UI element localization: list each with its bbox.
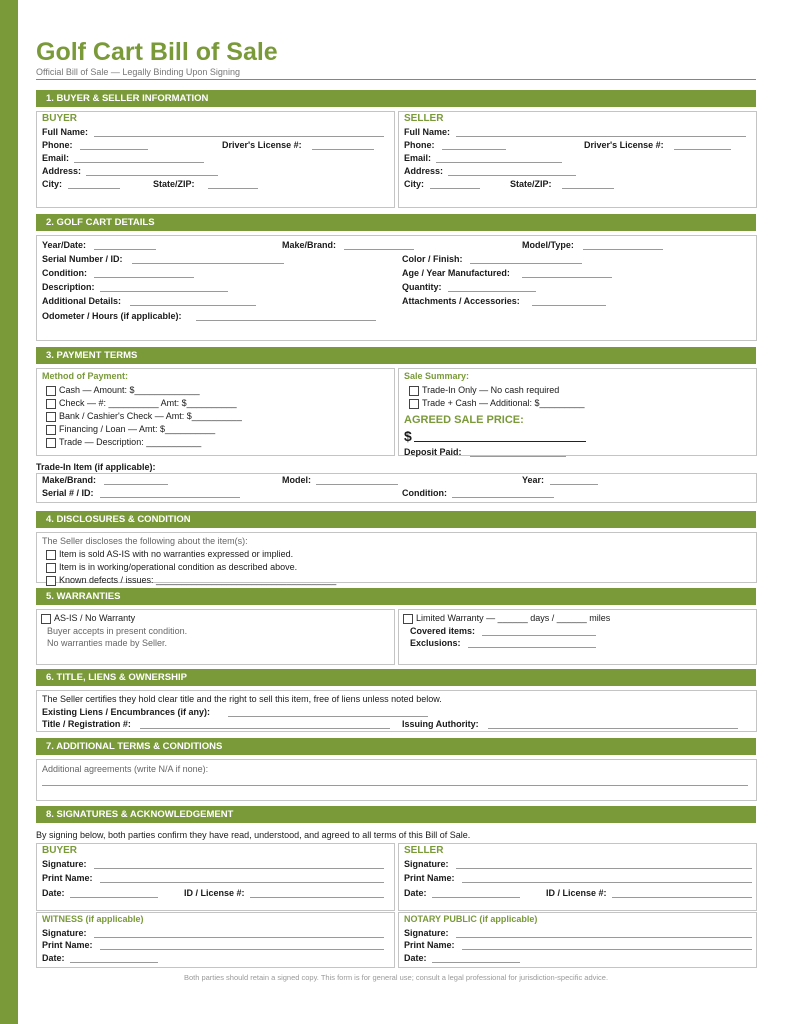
witness-signature-field[interactable] [94,937,384,938]
make-brand-label: Make/Brand: [282,240,337,250]
make-brand-field[interactable] [344,249,414,250]
witness-heading: WITNESS (if applicable) [42,914,144,924]
notary-signature-label: Signature: [404,928,449,938]
seller-address-field[interactable] [448,175,576,176]
buyer-accepts-note: Buyer accepts in present condition. [47,626,188,636]
buyer-full-name-label: Full Name: [42,127,89,137]
exclusions-label: Exclusions: [410,638,461,648]
condition-field[interactable] [94,277,194,278]
financing-label: Financing / Loan — Amt: $__________ [59,424,216,434]
notary-heading: NOTARY PUBLIC (if applicable) [404,914,538,924]
additional-terms-field[interactable] [42,785,748,786]
year-date-label: Year/Date: [42,240,87,250]
as-is-disclosure-label: Item is sold AS-IS with no warranties expressed or implied. [59,549,294,559]
trade-in-item-heading: Trade-In Item (if applicable): [36,462,156,472]
seller-email-label: Email: [404,153,432,163]
issuing-authority-field[interactable] [488,728,738,729]
seller-info-box [398,111,757,208]
quantity-label: Quantity: [402,282,442,292]
seller-full-name-label: Full Name: [404,127,451,137]
cash-checkbox[interactable] [46,386,56,396]
seller-license-field[interactable] [674,149,731,150]
limited-warranty-label: Limited Warranty — ______ days / ______ miles [416,613,611,623]
buyer-print-name-label: Print Name: [42,873,93,883]
covered-items-label: Covered items: [410,626,476,636]
trade-condition-field[interactable] [452,497,554,498]
buyer-email-field[interactable] [74,162,204,163]
buyer-date-label: Date: [42,888,65,898]
seller-phone-field[interactable] [442,149,506,150]
seller-date-field[interactable] [432,897,520,898]
section-4-header: 4. DISCLOSURES & CONDITION [36,511,756,528]
signatures-intro: By signing below, both parties confirm they have read, understood, and agreed to all terms of this Bill of Sale. [36,830,471,840]
existing-liens-field[interactable] [228,716,428,717]
trade-model-field[interactable] [316,484,398,485]
model-type-label: Model/Type: [522,240,574,250]
witness-print-name-field[interactable] [100,949,384,950]
as-is-warranty-checkbox[interactable] [41,614,51,624]
buyer-heading: BUYER [42,113,78,124]
witness-print-name-label: Print Name: [42,940,93,950]
attachments-label: Attachments / Accessories: [402,296,520,306]
seller-signature-field[interactable] [456,868,752,869]
buyer-full-name-field[interactable] [94,136,384,137]
exclusions-field[interactable] [468,647,596,648]
serial-number-label: Serial Number / ID: [42,254,123,264]
notary-signature-field[interactable] [456,937,752,938]
section-5-header: 5. WARRANTIES [36,588,756,605]
trade-model-label: Model: [282,475,311,485]
buyer-state-zip-field[interactable] [208,188,258,189]
buyer-date-field[interactable] [70,897,158,898]
notary-print-name-field[interactable] [462,949,752,950]
deposit-paid-field[interactable] [470,456,566,457]
method-of-payment-heading: Method of Payment: [42,371,129,381]
trade-checkbox[interactable] [46,438,56,448]
buyer-signature-heading: BUYER [42,845,78,856]
seller-signature-label: Signature: [404,859,449,869]
seller-city-field[interactable] [430,188,480,189]
section-8-header: 8. SIGNATURES & ACKNOWLEDGEMENT [36,806,756,823]
title-divider [36,79,756,80]
seller-city-label: City: [404,179,424,189]
seller-email-field[interactable] [436,162,562,163]
additional-details-field[interactable] [130,305,256,306]
trade-in-only-checkbox[interactable] [409,386,419,396]
buyer-license-field[interactable] [312,149,374,150]
serial-number-field[interactable] [132,263,284,264]
seller-print-name-field[interactable] [462,882,752,883]
additional-details-label: Additional Details: [42,296,122,306]
trade-label: Trade — Description: ___________ [59,437,202,447]
seller-print-name-label: Print Name: [404,873,455,883]
notary-date-label: Date: [404,953,427,963]
trade-year-field[interactable] [550,484,598,485]
buyer-email-label: Email: [42,153,70,163]
no-warranties-note: No warranties made by Seller. [47,638,168,648]
page-title: Golf Cart Bill of Sale [36,38,278,66]
limited-warranty-checkbox[interactable] [403,614,413,624]
check-label: Check — #: __________ Amt: $__________ [59,398,237,408]
existing-liens-label: Existing Liens / Encumbrances (if any): [42,707,211,717]
trade-in-item-box [36,473,757,503]
as-is-disclosure-checkbox[interactable] [46,550,56,560]
condition-label: Condition: [42,268,87,278]
title-registration-label: Title / Registration #: [42,719,131,729]
quantity-field[interactable] [448,291,536,292]
page-subtitle: Official Bill of Sale — Legally Binding Upon Signing [36,67,240,77]
financing-checkbox[interactable] [46,425,56,435]
sale-price-dollar-sign: $ [404,428,412,444]
section-3-header: 3. PAYMENT TERMS [36,347,756,364]
seller-heading: SELLER [404,113,444,124]
model-type-field[interactable] [583,249,663,250]
bank-check-label: Bank / Cashier's Check — Amt: $__________ [59,411,242,421]
age-year-field[interactable] [522,277,612,278]
known-defects-checkbox[interactable] [46,576,56,586]
buyer-state-zip-label: State/ZIP: [153,179,195,189]
buyer-phone-label: Phone: [42,140,73,150]
description-label: Description: [42,282,95,292]
buyer-id-license-field[interactable] [250,897,384,898]
seller-date-label: Date: [404,888,427,898]
buyer-address-label: Address: [42,166,82,176]
trade-in-only-label: Trade-In Only — No cash required [422,385,560,395]
attachments-field[interactable] [532,305,606,306]
title-certify-text: The Seller certifies they hold clear title and the right to sell this item, free of liens unless noted below. [42,694,442,704]
title-registration-field[interactable] [140,728,390,729]
seller-state-zip-label: State/ZIP: [510,179,552,189]
trade-plus-cash-label: Trade + Cash — Additional: $_________ [422,398,585,408]
trade-serial-field[interactable] [100,497,240,498]
agreed-sale-price-field[interactable] [414,441,586,442]
buyer-city-field[interactable] [68,188,120,189]
seller-full-name-field[interactable] [456,136,746,137]
description-field[interactable] [100,291,228,292]
additional-terms-note: Additional agreements (write N/A if none): [42,764,209,774]
seller-signature-heading: SELLER [404,845,444,856]
working-condition-checkbox[interactable] [46,563,56,573]
year-date-field[interactable] [94,249,156,250]
seller-id-license-label: ID / License #: [546,888,607,898]
seller-id-license-field[interactable] [612,897,752,898]
buyer-phone-field[interactable] [80,149,148,150]
section-7-header: 7. ADDITIONAL TERMS & CONDITIONS [36,738,756,755]
seller-address-label: Address: [404,166,444,176]
color-finish-field[interactable] [470,263,582,264]
disclosures-intro: The Seller discloses the following about the item(s): [42,536,248,546]
buyer-city-label: City: [42,179,62,189]
notary-print-name-label: Print Name: [404,940,455,950]
sale-summary-heading: Sale Summary: [404,371,470,381]
seller-phone-label: Phone: [404,140,435,150]
trade-year-label: Year: [522,475,545,485]
buyer-address-field[interactable] [86,175,218,176]
agreed-sale-price-heading: AGREED SALE PRICE: [404,414,524,426]
buyer-signature-field[interactable] [94,868,384,869]
trade-make-brand-field[interactable] [104,484,168,485]
witness-date-label: Date: [42,953,65,963]
buyer-print-name-field[interactable] [100,882,384,883]
section-1-header: 1. BUYER & SELLER INFORMATION [36,90,756,107]
trade-condition-label: Condition: [402,488,447,498]
seller-state-zip-field[interactable] [562,188,614,189]
footer-note: Both parties should retain a signed copy. This form is for general use; consult a legal professional for jurisdiction-specific advice. [183,973,609,982]
check-checkbox[interactable] [46,399,56,409]
issuing-authority-label: Issuing Authority: [402,719,479,729]
deposit-paid-label: Deposit Paid: [404,447,462,457]
section-2-header: 2. GOLF CART DETAILS [36,214,756,231]
odometer-label: Odometer / Hours (if applicable): [42,311,182,321]
color-finish-label: Color / Finish: [402,254,463,264]
buyer-license-label: Driver's License #: [222,140,302,150]
odometer-field[interactable] [196,320,376,321]
buyer-id-license-label: ID / License #: [184,888,245,898]
cash-label: Cash — Amount: $_____________ [59,385,200,395]
bank-check-checkbox[interactable] [46,412,56,422]
known-defects-label: Known defects / issues: ____________________________________ [59,575,337,585]
seller-license-label: Driver's License #: [584,140,664,150]
witness-date-field[interactable] [70,962,158,963]
covered-items-field[interactable] [482,635,596,636]
notary-date-field[interactable] [432,962,520,963]
buyer-signature-label: Signature: [42,859,87,869]
trade-make-brand-label: Make/Brand: [42,475,97,485]
golf-cart-details-box [36,235,757,341]
age-year-label: Age / Year Manufactured: [402,268,510,278]
trade-serial-label: Serial # / ID: [42,488,94,498]
section-6-header: 6. TITLE, LIENS & OWNERSHIP [36,669,756,686]
buyer-info-box [36,111,395,208]
as-is-warranty-label: AS-IS / No Warranty [54,613,136,623]
working-condition-label: Item is in working/operational condition as described above. [59,562,298,572]
trade-plus-cash-checkbox[interactable] [409,399,419,409]
witness-signature-label: Signature: [42,928,87,938]
left-accent-stripe [0,0,18,1024]
